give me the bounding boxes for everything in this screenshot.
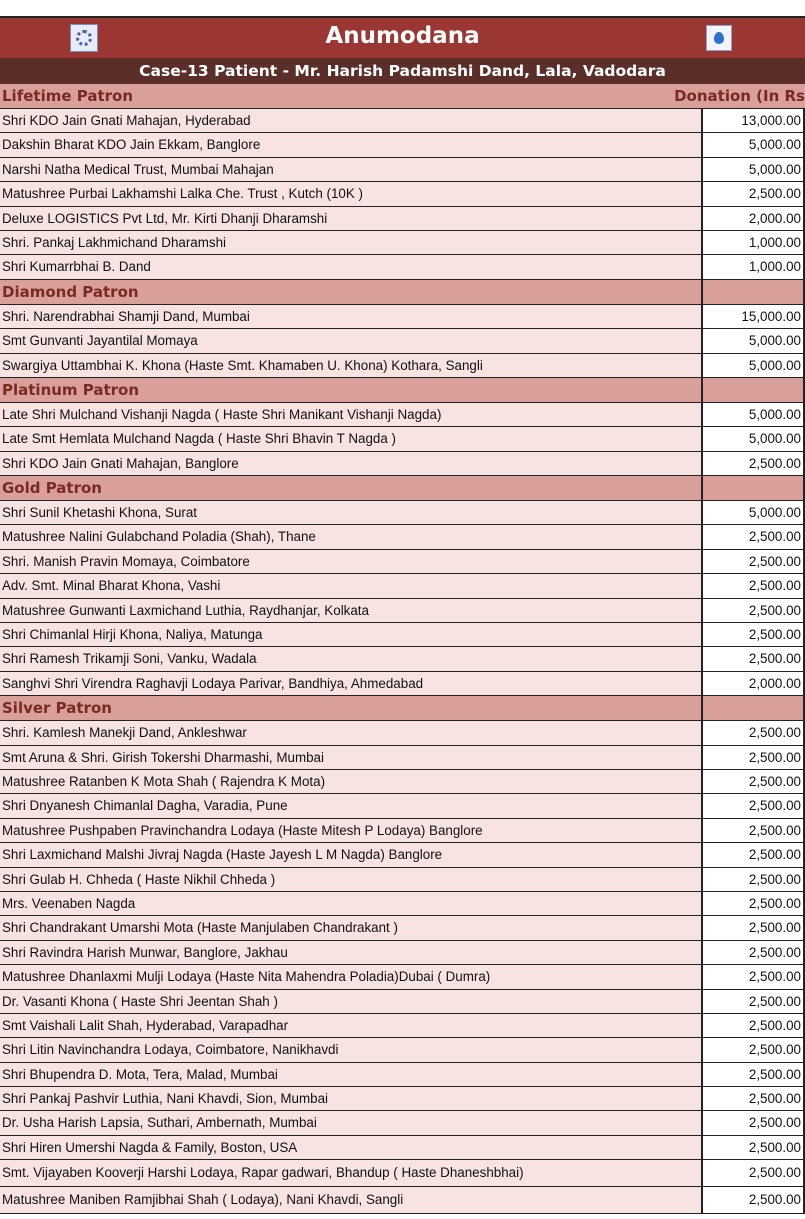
section-header-row: [0, 84, 805, 109]
donor-row: [0, 255, 805, 279]
donation-amount: 2,500.00: [701, 525, 805, 548]
donor-name: Matushree Pushpaben Pravinchandra Lodaya (Haste Mitesh P Lodaya) Banglore: [0, 819, 701, 842]
donor-row: [0, 941, 805, 965]
donor-name: Shri Laxmichand Malshi Jivraj Nagda (Haste Jayesh L M Nagda) Banglore: [0, 843, 701, 866]
donor-row: [0, 452, 805, 476]
section-amount-cell: [701, 476, 805, 500]
donor-row: [0, 721, 805, 745]
donation-amount: 15,000.00: [701, 305, 805, 328]
donor-row: [0, 1111, 805, 1135]
donor-name: Shri Chimanlal Hirji Khona, Naliya, Matunga: [0, 623, 701, 646]
donor-row: [0, 892, 805, 916]
donation-amount: 5,000.00: [701, 501, 805, 524]
donor-name: Mrs. Veenaben Nagda: [0, 892, 701, 915]
donor-name: Matushree Purbai Lakhamshi Lalka Che. Trust , Kutch (10K ): [0, 182, 701, 205]
title-bar: [0, 16, 805, 58]
donor-name: Shri Chandrakant Umarshi Mota (Haste Manjulaben Chandrakant ): [0, 916, 701, 939]
section-label: Lifetime Patron: [2, 87, 134, 105]
donation-amount: 5,000.00: [701, 158, 805, 181]
donor-name: Matushree Gunwanti Laxmichand Luthia, Raydhanjar, Kolkata: [0, 599, 701, 622]
donor-row: [0, 427, 805, 451]
donor-row: [0, 623, 805, 647]
donor-row: [0, 403, 805, 427]
donor-row: [0, 158, 805, 182]
donation-amount: 2,000.00: [701, 672, 805, 695]
donation-amount: 1,000.00: [701, 255, 805, 278]
case-subtitle: Case-13 Patient - Mr. Harish Padamshi Dand, Lala, Vadodara: [0, 58, 805, 84]
section-amount-cell: [701, 378, 805, 402]
donor-row: [0, 550, 805, 574]
donor-name: Shri Litin Navinchandra Lodaya, Coimbatore, Nanikhavdi: [0, 1038, 701, 1061]
donation-amount: 2,500.00: [701, 941, 805, 964]
donation-amount: 2,500.00: [701, 892, 805, 915]
donor-name: Shri. Narendrabhai Shamji Dand, Mumbai: [0, 305, 701, 328]
donation-amount: 2,500.00: [701, 1087, 805, 1110]
donation-amount: 2,500.00: [701, 965, 805, 988]
donor-name: Sanghvi Shri Virendra Raghavji Lodaya Parivar, Bandhiya, Ahmedabad: [0, 672, 701, 695]
donor-row: [0, 525, 805, 549]
donation-amount: 5,000.00: [701, 133, 805, 156]
page-title: Anumodana: [325, 23, 480, 49]
section-label: Platinum Patron: [2, 380, 140, 399]
donor-name: Matushree Nalini Gulabchand Poladia (Shah), Thane: [0, 525, 701, 548]
donor-name: Dakshin Bharat KDO Jain Ekkam, Banglore: [0, 133, 701, 156]
donation-amount: 2,500.00: [701, 1187, 805, 1213]
drop-emblem-icon: [706, 25, 732, 51]
section-amount-cell: [701, 696, 805, 720]
donor-name: Shri Sunil Khetashi Khona, Surat: [0, 501, 701, 524]
donation-amount: 2,500.00: [701, 868, 805, 891]
donor-row: [0, 1063, 805, 1087]
donor-name: Swargiya Uttambhai K. Khona (Haste Smt. Khamaben U. Khona) Kothara, Sangli: [0, 354, 701, 377]
donor-row: [0, 231, 805, 255]
donation-amount: 2,500.00: [701, 916, 805, 939]
donor-name: Shri Ramesh Trikamji Soni, Vanku, Wadala: [0, 647, 701, 670]
section-label: Diamond Patron: [2, 282, 139, 301]
donor-name: Adv. Smt. Minal Bharat Khona, Vashi: [0, 574, 701, 597]
donor-name: Smt Gunvanti Jayantilal Momaya: [0, 329, 701, 352]
donation-amount: 2,500.00: [701, 794, 805, 817]
donor-name: Late Shri Mulchand Vishanji Nagda ( Haste Shri Manikant Vishanji Nagda): [0, 403, 701, 426]
donor-row: [0, 794, 805, 818]
donor-row: [0, 990, 805, 1014]
donation-amount: 2,500.00: [701, 647, 805, 670]
donation-amount: 13,000.00: [701, 109, 805, 132]
donor-name: Matushree Dhanlaxmi Mulji Lodaya (Haste Nita Mahendra Poladia)Dubai ( Dumra): [0, 965, 701, 988]
donor-name: Smt. Vijayaben Kooverji Harshi Lodaya, Rapar gadwari, Bhandup ( Haste Dhaneshbhai): [0, 1160, 701, 1186]
donor-row: [0, 746, 805, 770]
donor-row: [0, 1087, 805, 1111]
donor-row: [0, 1038, 805, 1062]
donor-row: [0, 133, 805, 157]
donor-row: [0, 109, 805, 133]
donation-amount: 5,000.00: [701, 354, 805, 377]
donor-row: [0, 1014, 805, 1038]
donor-row: [0, 1160, 805, 1187]
donor-name: Shri Kumarrbhai B. Dand: [0, 255, 701, 278]
donor-row: [0, 843, 805, 867]
donation-amount: 1,000.00: [701, 231, 805, 254]
donation-amount: 5,000.00: [701, 403, 805, 426]
donor-row: [0, 647, 805, 671]
donor-name: Shri Dnyanesh Chimanlal Dagha, Varadia, Pune: [0, 794, 701, 817]
donor-name: Shri. Manish Pravin Momaya, Coimbatore: [0, 550, 701, 573]
donor-name: Shri KDO Jain Gnati Mahajan, Banglore: [0, 452, 701, 475]
section-label: Gold Patron: [2, 479, 102, 498]
donor-sheet: [0, 16, 805, 1214]
donor-row: [0, 672, 805, 696]
donation-amount: 2,500.00: [701, 746, 805, 769]
donation-amount: 2,500.00: [701, 623, 805, 646]
donor-name: Shri Hiren Umershi Nagda & Family, Boston, USA: [0, 1136, 701, 1159]
donation-amount: 2,500.00: [701, 843, 805, 866]
donation-amount: 2,500.00: [701, 1111, 805, 1134]
donor-name: Smt Aruna & Shri. Girish Tokershi Dharmashi, Mumbai: [0, 746, 701, 769]
donation-amount: 2,500.00: [701, 1014, 805, 1037]
section-amount-cell: [701, 280, 805, 304]
section-header-row: [0, 280, 805, 305]
donor-name: Narshi Natha Medical Trust, Mumbai Mahajan: [0, 158, 701, 181]
donation-amount: 2,500.00: [701, 770, 805, 793]
donor-row: [0, 965, 805, 989]
donation-table: [0, 84, 805, 1214]
donor-row: [0, 354, 805, 378]
donation-amount: 2,500.00: [701, 1136, 805, 1159]
donor-name: Shri Bhupendra D. Mota, Tera, Malad, Mumbai: [0, 1063, 701, 1086]
donation-amount: 2,000.00: [701, 207, 805, 230]
donor-name: Late Smt Hemlata Mulchand Nagda ( Haste Shri Bhavin T Nagda ): [0, 427, 701, 450]
donor-name: Shri Pankaj Pashvir Luthia, Nani Khavdi, Sion, Mumbai: [0, 1087, 701, 1110]
donor-name: Matushree Maniben Ramjibhai Shah ( Lodaya), Nani Khavdi, Sangli: [0, 1187, 701, 1213]
donation-column-header: Donation (In Rs: [674, 87, 805, 105]
donor-name: Matushree Ratanben K Mota Shah ( Rajendra K Mota): [0, 770, 701, 793]
donation-amount: 2,500.00: [701, 819, 805, 842]
donor-name: Shri Ravindra Harish Munwar, Banglore, Jakhau: [0, 941, 701, 964]
donation-amount: 2,500.00: [701, 721, 805, 744]
donor-name: Smt Vaishali Lalit Shah, Hyderabad, Varapadhar: [0, 1014, 701, 1037]
donor-row: [0, 1136, 805, 1160]
donation-amount: 2,500.00: [701, 1063, 805, 1086]
section-header-row: [0, 696, 805, 721]
donor-row: [0, 770, 805, 794]
section-label: Silver Patron: [2, 699, 112, 718]
donor-name: Deluxe LOGISTICS Pvt Ltd, Mr. Kirti Dhanji Dharamshi: [0, 207, 701, 230]
donor-name: Shri KDO Jain Gnati Mahajan, Hyderabad: [0, 109, 701, 132]
donor-name: Shri. Kamlesh Manekji Dand, Ankleshwar: [0, 721, 701, 744]
donation-amount: 2,500.00: [701, 1160, 805, 1186]
donor-row: [0, 1187, 805, 1214]
donation-amount: 2,500.00: [701, 182, 805, 205]
donor-row: [0, 599, 805, 623]
donor-row: [0, 305, 805, 329]
donation-amount: 2,500.00: [701, 452, 805, 475]
donation-amount: 2,500.00: [701, 990, 805, 1013]
donor-row: [0, 501, 805, 525]
donor-row: [0, 329, 805, 353]
donation-amount: 2,500.00: [701, 1038, 805, 1061]
donor-name: Shri Gulab H. Chheda ( Haste Nikhil Chheda ): [0, 868, 701, 891]
section-header-row: [0, 476, 805, 501]
donor-name: Shri. Pankaj Lakhmichand Dharamshi: [0, 231, 701, 254]
donor-row: [0, 819, 805, 843]
donor-row: [0, 207, 805, 231]
donor-row: [0, 182, 805, 206]
donor-row: [0, 574, 805, 598]
donor-name: Dr. Vasanti Khona ( Haste Shri Jeentan Shah ): [0, 990, 701, 1013]
section-header-row: [0, 378, 805, 403]
donor-row: [0, 916, 805, 940]
donation-amount: 5,000.00: [701, 329, 805, 352]
donation-amount: 2,500.00: [701, 550, 805, 573]
donor-row: [0, 868, 805, 892]
donation-amount: 2,500.00: [701, 574, 805, 597]
donation-amount: 2,500.00: [701, 599, 805, 622]
donor-name: Dr. Usha Harish Lapsia, Suthari, Ambernath, Mumbai: [0, 1111, 701, 1134]
donation-amount: 5,000.00: [701, 427, 805, 450]
